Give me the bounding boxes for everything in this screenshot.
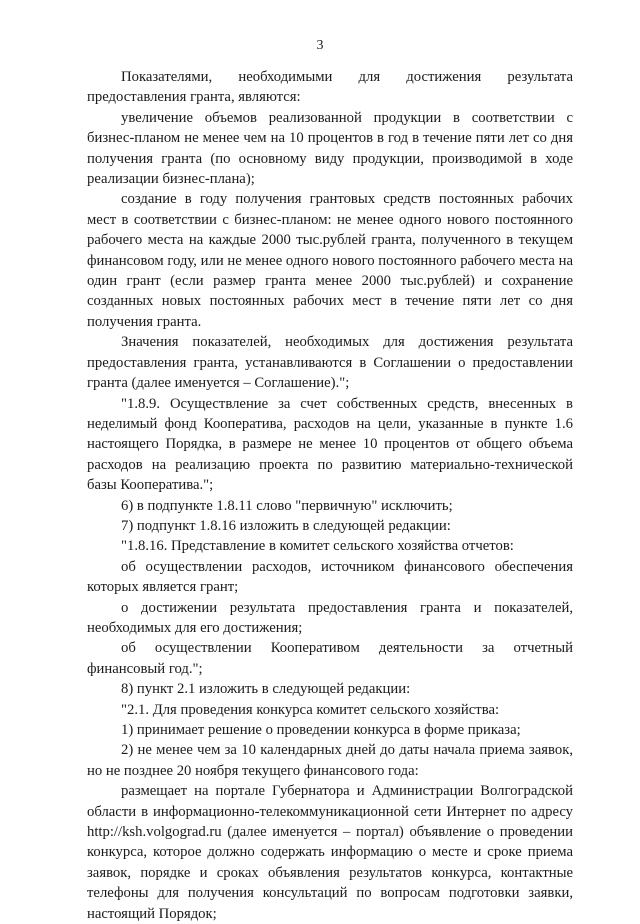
paragraph: 6) в подпункте 1.8.11 слово "первичную" исключить; (121, 497, 453, 514)
paragraph: создание в году получения грантовых средств постоянных рабочих мест в соответствии с бизнес-планом: не менее одного нового постоянного рабочего места на каждые 2000 тыс.рублей гранта, полученного в текущем финансовом году, или не менее одного нового постоянного рабочего места на один грант (если размер гранта менее 2000 тыс.рублей) и сохранение созданных новых постоянных рабочих мест в течение пяти лет со дня получения гранта. (87, 191, 573, 330)
paragraph: Показателями, необходимыми для достижения результата предоставления гранта, являются: (87, 69, 573, 106)
paragraph: 1) принимает решение о проведении конкурса в форме приказа; (121, 722, 521, 738)
paragraph: об осуществлении Кооперативом деятельности за отчетный финансовый год."; (87, 640, 573, 677)
paragraph: "2.1. Для проведения конкурса комитет сельского хозяйства: (121, 701, 500, 718)
paragraph: об осуществлении расходов, источником финансового обеспечения которых является грант; (87, 558, 573, 596)
paragraph: размещает на портале Губернатора и Администрации Волгоградской области в информационно-телекоммуникационной сети Интернет по адресу http://ksh.volgograd.ru (далее именуется – портал) объявление о проведении конкурса, которое должно содержать информацию о месте и сроке приема заявок, порядке и сроках объявления результатов конкурса, контактные телефоны для получения консультаций по вопросам подготовки заявки, настоящий Порядок; (87, 783, 573, 922)
paragraph: 2) не менее чем за 10 календарных дней до даты начала приема заявок, но не позднее 20 ноября текущего финансового года: (87, 742, 573, 779)
paragraph: Значения показателей, необходимых для достижения результата предоставления гранта, устанавливаются в Соглашении о предоставлении гранта (далее именуется – Соглашение)."; (87, 334, 573, 392)
page-number: 3 (316, 38, 324, 53)
paragraph: "1.8.16. Представление в комитет сельского хозяйства отчетов: (121, 538, 514, 555)
paragraph: 7) подпункт 1.8.16 изложить в следующей редакции: (121, 517, 451, 534)
paragraph: увеличение объемов реализованной продукции в соответствии с бизнес-планом не менее чем на 10 процентов в год в течение пяти лет со дня получения гранта (по основному виду продукции, производимой в ходе реализации бизнес-плана); (87, 109, 573, 188)
document-body (87, 67, 573, 924)
paragraph: "1.8.9. Осуществление за счет собственных средств, внесенных в неделимый фонд Кооператива, расходов на цели, указанные в пункте 1.6 настоящего Порядка, в размере не менее 10 процентов от общего объема расходов на реализацию проекта по развитию материально-технической базы Кооператива."; (87, 395, 573, 494)
paragraph: о достижении результата предоставления гранта и показателей, необходимых для его достижения; (87, 599, 573, 636)
paragraph: 8) пункт 2.1 изложить в следующей редакции: (121, 681, 411, 698)
